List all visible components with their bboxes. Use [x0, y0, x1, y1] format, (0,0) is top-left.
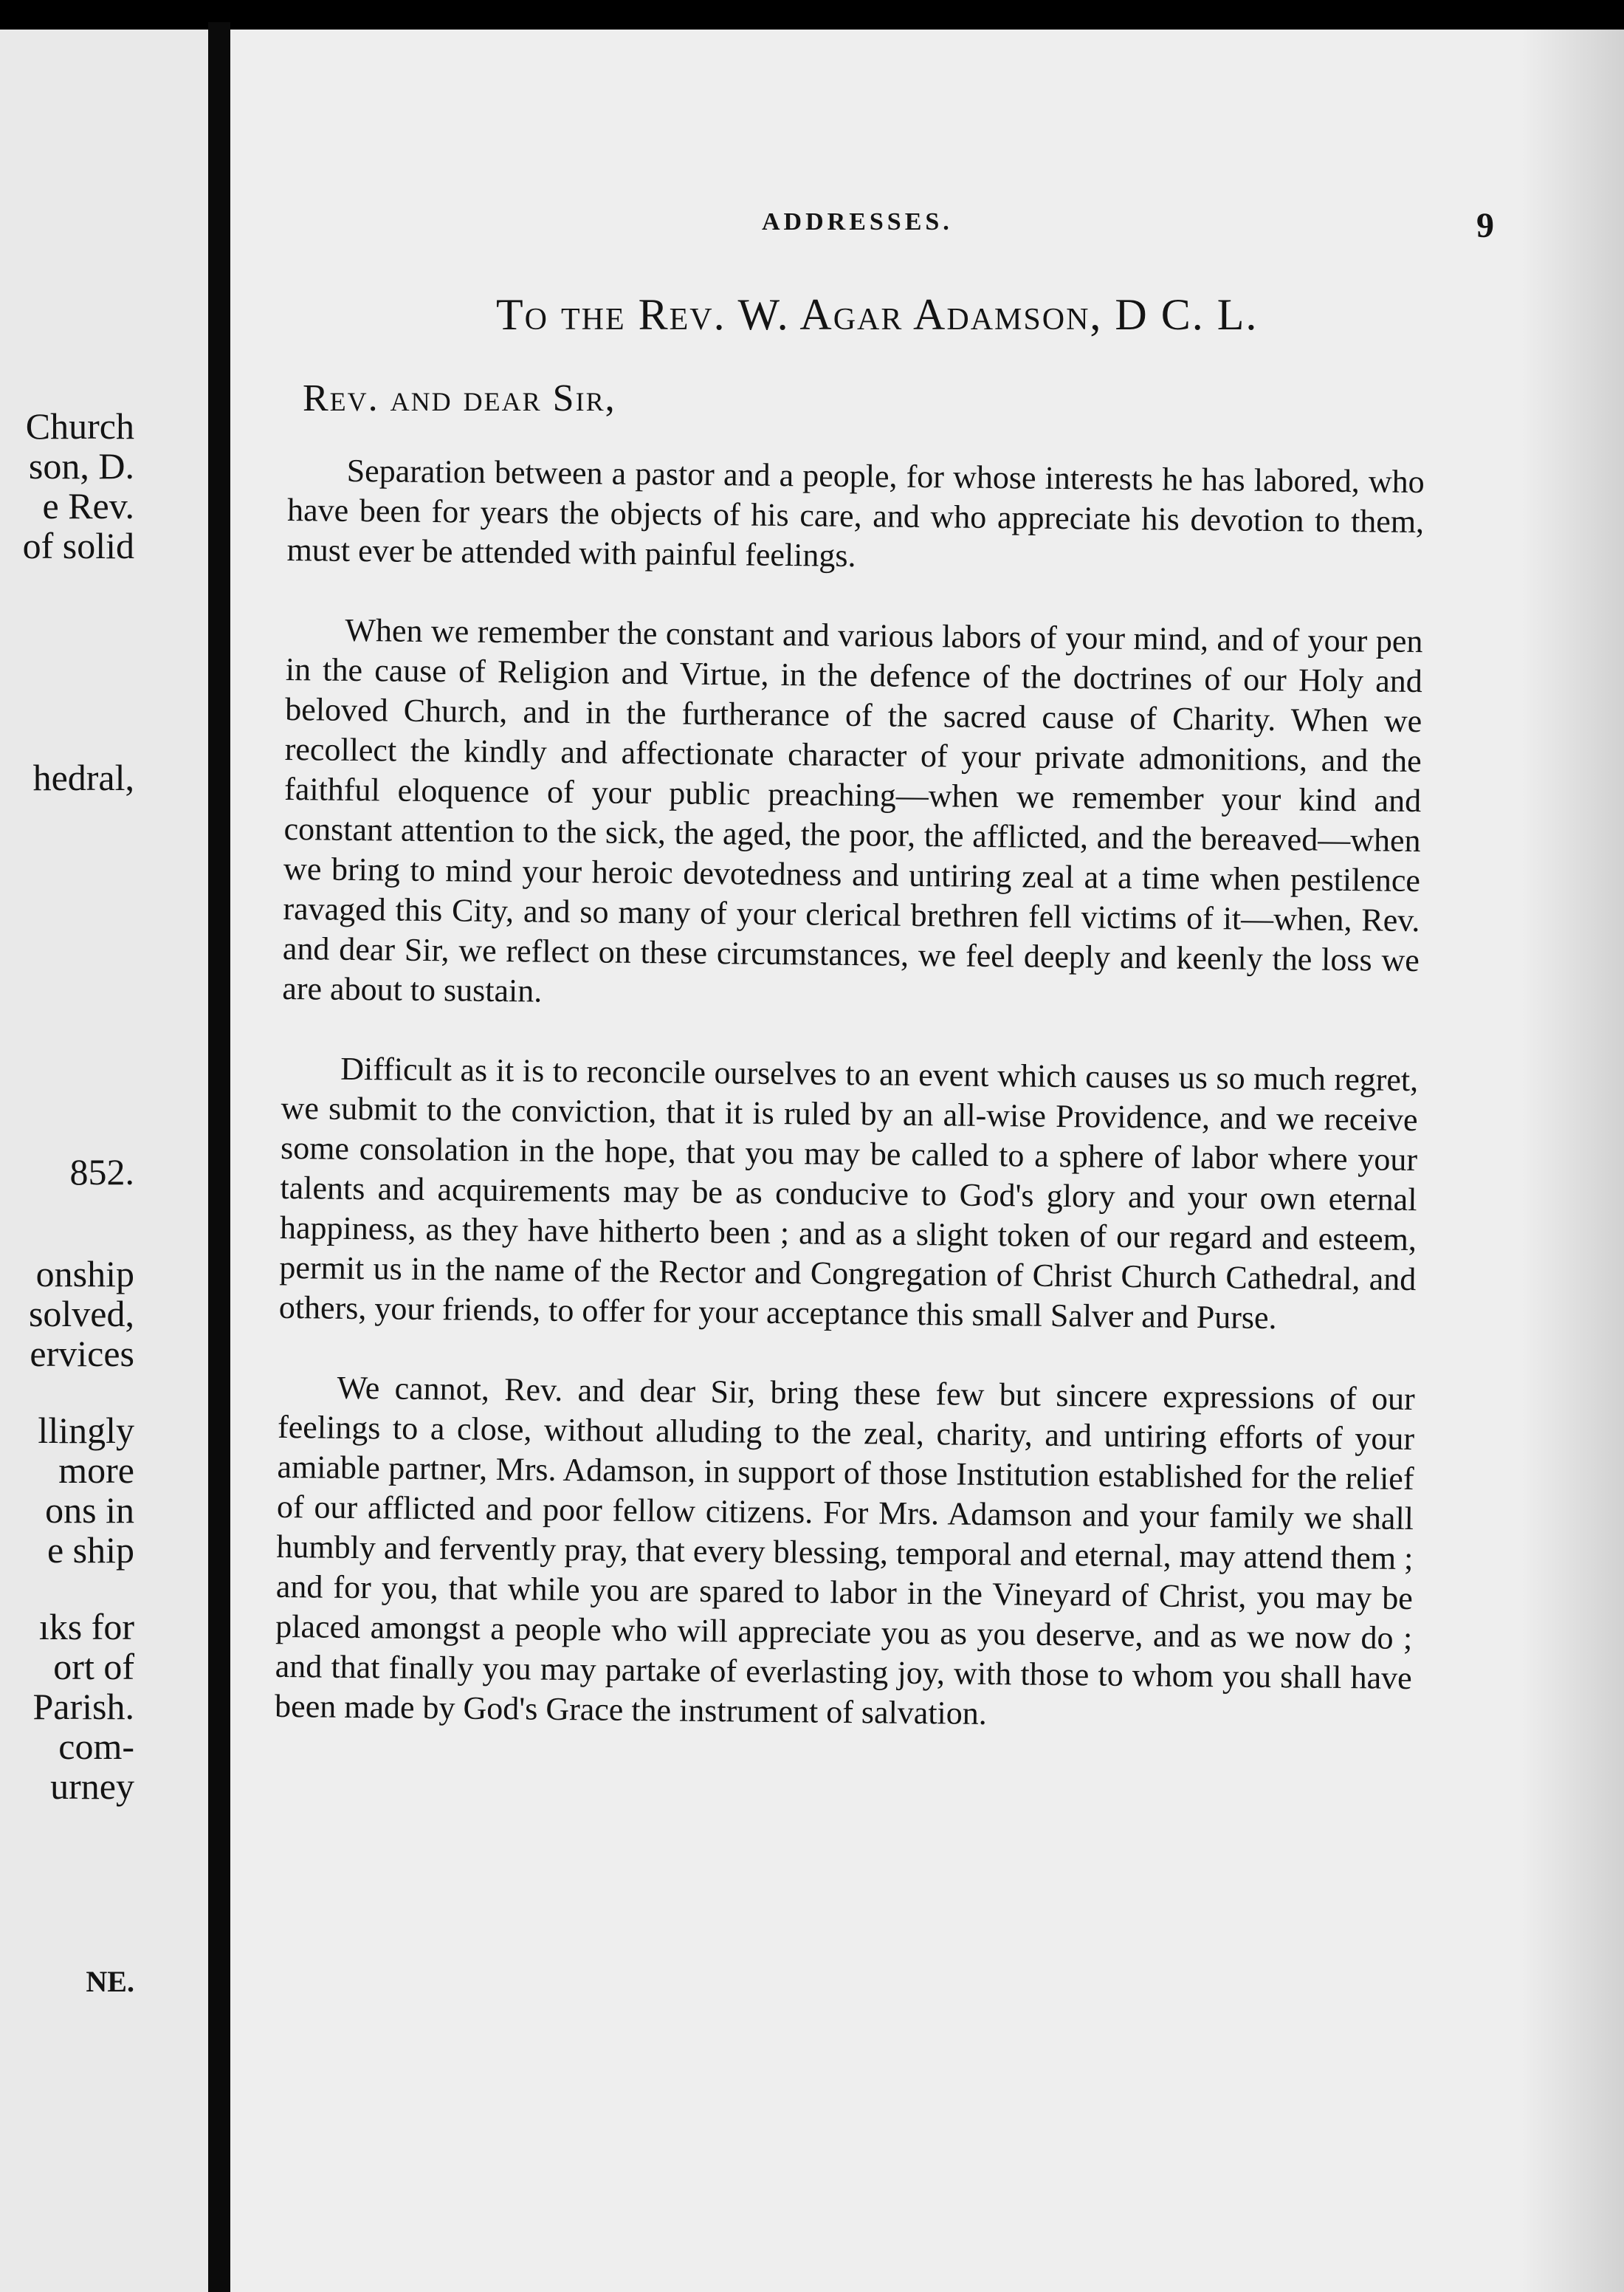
left-page-text-fragments [0, 30, 134, 2292]
addressee-heading: To the Rev. W. Agar Adamson, D C. L. [496, 290, 1259, 339]
left-fragment: hedral, [32, 757, 134, 798]
left-fragment: e ship [47, 1529, 134, 1571]
left-fragment: Church [25, 405, 134, 447]
salutation: Rev. and dear Sir, [303, 377, 616, 419]
left-page [0, 30, 216, 2292]
left-fragment: urney [50, 1766, 134, 1807]
left-fragment: NE. [86, 1965, 134, 1998]
left-fragment: son, D. [28, 445, 134, 487]
left-fragment: solved, [28, 1293, 134, 1334]
letter-body [275, 450, 1425, 1738]
left-fragment: e Rev. [42, 485, 134, 526]
left-fragment: more [58, 1449, 134, 1491]
left-fragment: 852. [69, 1151, 134, 1193]
left-fragment: llingly [38, 1410, 134, 1451]
paragraph: Difficult as it is to reconcile ourselves to an event which causes us so much regret, we submit to the conviction, that it is ruled by an all-wise Providence, and we receive some consolation in the hope, that you may be called to a sphere of labor where your talents and acquirements may be as conducive to God's glory and your own eternal happiness, as they have hitherto been ; and as a slight token of our regard and esteem, permit us in the name of the Rector and Congregation of Christ Church Cathedral, and others, your friends, to offer for your acceptance this small Salver and Purse. [278, 1050, 1419, 1337]
left-fragment: ons in [45, 1489, 134, 1531]
left-fragment: onship [35, 1253, 134, 1294]
left-fragment: ort of [53, 1646, 134, 1687]
left-fragment: com- [58, 1726, 134, 1767]
left-fragment: ervices [30, 1333, 134, 1374]
left-fragment: of solid [22, 525, 134, 566]
right-page [230, 30, 1624, 2292]
running-head: ADDRESSES. [762, 208, 953, 236]
paragraph: When we remember the constant and various labors of your mind, and of your pen in the cause of Religion and Virtue, in the defence of the doctrines of our Holy and beloved Church, and in the furtherance of the sacred cause of Charity. When we recollect the kindly and affectionate character of your private admonitions, and the faithful eloquence of your public preaching—when we remember your kind and constant attention to the sick, the aged, the poor, the afflicted, and the bereaved—when we bring to mind your heroic devotedness and untiring zeal at a time when pestilence ravaged this City, and so many of your clerical brethren fell victims of it—when, Rev. and dear Sir, we reflect on these circumstances, we feel deeply and keenly the loss we are about to sustain. [282, 611, 1423, 1009]
paragraph: We cannot, Rev. and dear Sir, bring these few but sincere expressions of our feelings to a close, without alluding to the zeal, charity, and untiring efforts of your amiable partner, Mrs. Adamson, in support of those Institution established for the relief of our afflicted and poor fellow citizens. For Mrs. Adamson and your family we shall humbly and fervently pray, that every blessing, temporal and eternal, may attend them ; and for you, that while you are spared to labor in the Vineyard of Christ, you may be placed amongst a people who will appreciate you as you deserve, and as we now do ; and that finally you may partake of everlasting joy, with those to whom you shall have been made by God's Grace the instrument of salvation. [274, 1369, 1415, 1732]
left-fragment: Parish. [32, 1686, 134, 1727]
book-gutter [208, 22, 230, 2292]
page-number: 9 [1476, 206, 1494, 245]
paragraph: Separation between a pastor and a people, for whose interests he has labored, who have been for years the objects of his care, and who appreciate his devotion to them, must ever be attended with painful feelings. [286, 452, 1425, 574]
left-fragment: ıks for [38, 1606, 134, 1647]
page-edge-shadow [1521, 30, 1624, 2292]
